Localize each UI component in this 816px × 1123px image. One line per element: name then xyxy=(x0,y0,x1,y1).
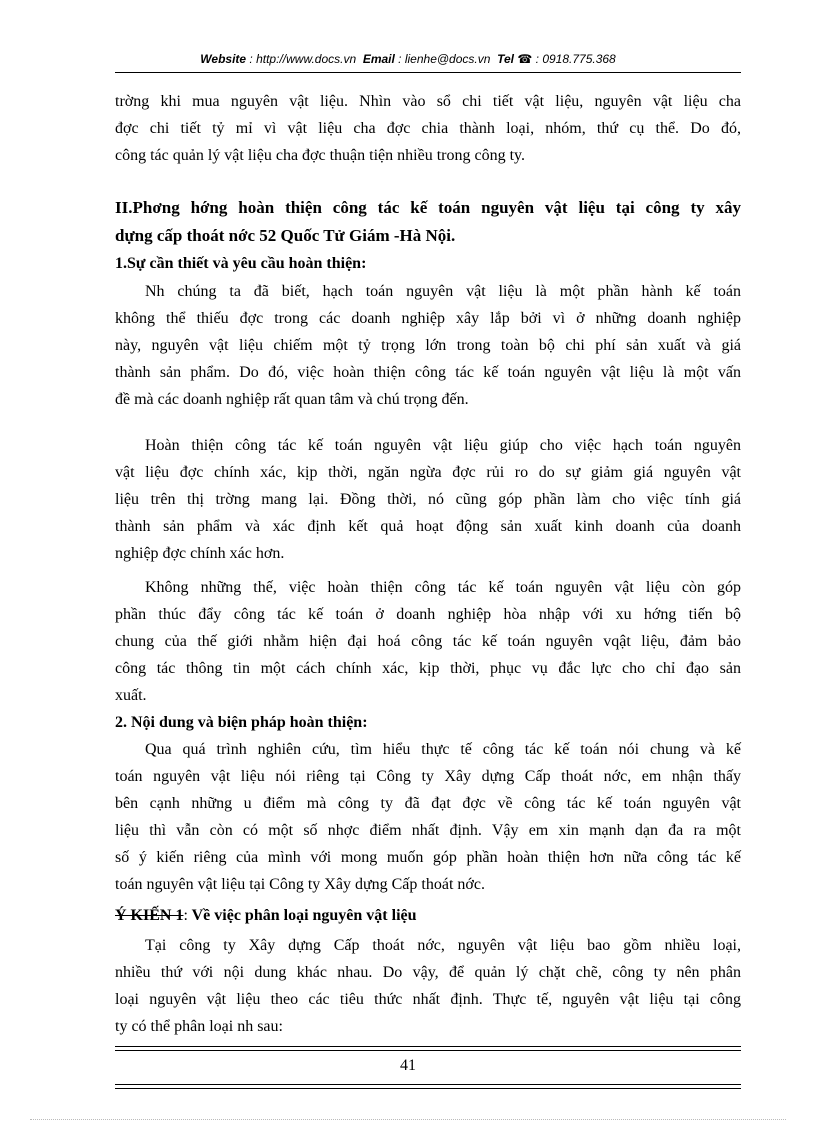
body-line: trờng khi mua nguyên vật liệu. Nhìn vào sổ chi tiết vật liệu, nguyên vật liệu cha xyxy=(115,93,741,110)
body-line: đợc chi tiết tỷ mỉ vì vật liệu cha đợc chia thành loại, nhóm, thứ cụ thể. Do đó, xyxy=(115,120,741,137)
footer-rule xyxy=(115,1050,741,1051)
body-line: nhiều thứ với nội dung khác nhau. Do vậy, để quản lý chặt chẽ, công ty nên phân xyxy=(115,964,741,981)
subsection-heading: 1.Sự cần thiết và yêu cầu hoàn thiện: xyxy=(115,255,367,272)
body-line: công tác quản lý vật liệu cha đợc thuận tiện nhiều trong công ty. xyxy=(115,147,525,164)
opinion-label: Ý KIẾN 1 xyxy=(115,907,184,924)
body-line: ty có thể phân loại nh sau: xyxy=(115,1018,283,1035)
footer-rule xyxy=(115,1046,741,1047)
body-line: loại nguyên vật liệu theo các tiêu thức nhất định. Thực tế, nguyên vật liệu tại công xyxy=(115,991,741,1008)
header-rule xyxy=(115,72,741,73)
body-line: này, nguyên vật liệu chiếm một tỷ trọng lớn trong toàn bộ chi phí sản xuất và giá xyxy=(115,337,741,354)
body-line: vật liệu đợc chính xác, kịp thời, ngăn ngừa đợc rủi ro do sự giảm giá nguyên vật xyxy=(115,464,741,481)
body-line: công tác thông tin một cách chính xác, kịp thời, phục vụ đắc lực cho chỉ đạo sản xyxy=(115,660,741,677)
opinion-heading xyxy=(115,906,741,926)
body-line: chung của thế giới nhằm hiện đại hoá công tác kế toán nguyên vqật liệu, đảm bảo xyxy=(115,633,741,650)
footer-rule xyxy=(115,1088,741,1089)
body-line: Hoàn thiện công tác kế toán nguyên vật liệu giúp cho việc hạch toán nguyên xyxy=(145,437,741,454)
website-value: http://www.docs.vn xyxy=(256,52,357,66)
body-line: toán nguyên vật liệu tại Công ty Xây dựng Cấp thoát nớc. xyxy=(115,876,485,893)
section-heading: dựng cấp thoát nớc 52 Quốc Tử Giám -Hà Nội. xyxy=(115,226,456,245)
body-line: toán nguyên vật liệu nói riêng tại Công ty Xây dựng Cấp thoát nớc, em nhận thấy xyxy=(115,768,741,785)
body-line: bên cạnh những u điểm mà công ty đã đạt đợc về công tác kế toán nguyên vật xyxy=(115,795,741,812)
page-number: 41 xyxy=(400,1057,416,1074)
body-line: thành sản phẩm. Do đó, việc hoàn thiện công tác kế toán nguyên vật liệu là một vấn xyxy=(115,364,741,381)
section-heading: II.Phơng hớng hoàn thiện công tác kế toán nguyên vật liệu tại công ty xây xyxy=(115,198,741,217)
body-line: đề mà các doanh nghiệp rất quan tâm và chú trọng đến. xyxy=(115,391,469,408)
body-line: Nh chúng ta đã biết, hạch toán nguyên vật liệu là một phần hành kế toán xyxy=(145,283,741,300)
body-line: phần thúc đẩy công tác kế toán ở doanh nghiệp hòa nhập với xu hớng tiến bộ xyxy=(115,606,741,623)
subsection-heading: 2. Nội dung và biện pháp hoàn thiện: xyxy=(115,714,368,731)
tel-label: Tel xyxy=(497,52,514,66)
body-line: xuất. xyxy=(115,687,147,704)
page-edge-dots xyxy=(30,1119,786,1120)
page-header: Website : http://www.docs.vn Email : lienhe@docs.vn Tel ☎ : 0918.775.368 xyxy=(200,52,616,66)
website-label: Website xyxy=(200,52,247,66)
body-line: nghiệp đợc chính xác hơn. xyxy=(115,545,285,562)
opinion-title: Về việc phân loại nguyên vật liệu xyxy=(187,907,417,924)
email-value: lienhe@docs.vn xyxy=(404,52,491,66)
body-line: thành sản phẩm và xác định kết quả hoạt động sản xuất kinh doanh của doanh xyxy=(115,518,741,535)
body-line: không thể thiếu đợc trong các doanh nghiệp xây lắp bởi vì ở những doanh nghiệp xyxy=(115,310,741,327)
body-line: Không những thế, việc hoàn thiện công tác kế toán nguyên vật liệu còn góp xyxy=(145,579,741,596)
footer-rule xyxy=(115,1084,741,1085)
body-line: Tại công ty Xây dựng Cấp thoát nớc, nguyên vật liệu bao gồm nhiều loại, xyxy=(145,937,741,954)
email-label: Email xyxy=(362,52,395,66)
phone-icon: ☎ xyxy=(517,52,533,66)
body-line: Qua quá trình nghiên cứu, tìm hiểu thực tế công tác kế toán nói chung và kế xyxy=(145,741,741,758)
body-line: số ý kiến riêng của mình với mong muốn góp phần hoàn thiện hơn nữa công tác kế xyxy=(115,849,741,866)
opinion-colon: : xyxy=(183,907,188,924)
body-line: liệu thì vẫn còn có một số nhợc điểm nhất định. Vậy em xin mạnh dạn đa ra một xyxy=(115,822,741,839)
tel-value: 0918.775.368 xyxy=(542,52,616,66)
body-line: liệu trên thị trờng mang lại. Đồng thời, nó cũng góp phần làm cho việc tính giá xyxy=(115,491,741,508)
